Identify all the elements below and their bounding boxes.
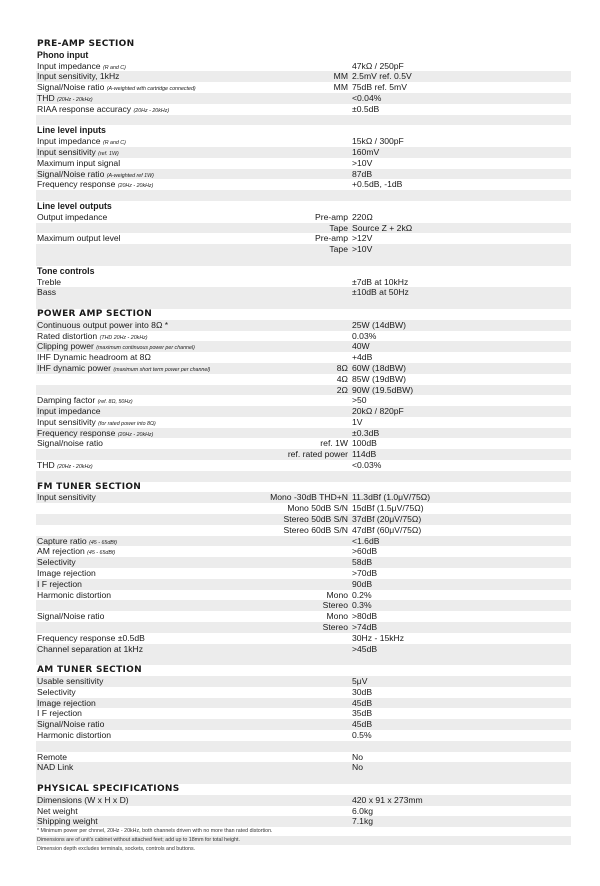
spec-label-text: Input sensitivity, 1kHz [37, 71, 120, 82]
spec-label-text: Output impedance [37, 211, 108, 222]
spec-label-text: Clipping power [37, 341, 94, 352]
spec-value: 15kΩ / 300pF [352, 136, 404, 147]
spec-label [37, 806, 78, 817]
spec-condition: Pre-amp [315, 233, 348, 244]
spacer-row [36, 471, 571, 482]
spec-label-text: Capture ratio [37, 535, 87, 546]
spec-condition: MM [333, 71, 348, 82]
spec-value: 90W (19.5dBW) [352, 384, 414, 395]
spec-label-text: Input sensitivity [37, 146, 96, 157]
spec-label [37, 730, 111, 741]
spacer-row [36, 190, 571, 201]
spec-row [36, 460, 571, 471]
spec-qualifier: (20Hz - 20kHz) [57, 464, 93, 471]
spec-value: 7.1kg [352, 816, 374, 827]
spec-value: +0.5dB, -1dB [352, 179, 403, 190]
spec-label [37, 201, 112, 212]
spec-value: >60dB [352, 546, 378, 557]
spec-condition: ref. 1W [320, 438, 348, 449]
spec-row [36, 611, 571, 622]
spec-row [36, 622, 571, 633]
spec-row [36, 169, 571, 180]
spec-qualifier: (45 - 65dBf) [89, 539, 118, 546]
spec-label [37, 719, 104, 730]
spec-label-text: IHF Dynamic headroom at 8Ω [37, 352, 151, 363]
spec-qualifier: (R and C) [102, 64, 126, 71]
spec-condition: 4Ω [336, 373, 348, 384]
spec-value: No [352, 762, 363, 773]
spec-label-text: PHYSICAL SPECIFICATIONS [37, 783, 180, 794]
spec-label [37, 698, 96, 709]
spec-label-text: Tone controls [37, 265, 95, 276]
spec-label [37, 71, 119, 82]
spec-row [36, 71, 571, 82]
spec-label-text: Image rejection [37, 568, 96, 579]
spec-label-text: Rated distortion [37, 330, 98, 341]
spec-row [36, 449, 571, 460]
spec-value: 11.3dBf (1.0μV/75Ω) [352, 492, 431, 503]
spec-label-text: Frequency response ±0.5dB [37, 632, 145, 643]
spec-condition: 2Ω [336, 384, 348, 395]
spec-condition: Mono -30dB THD+N [270, 492, 348, 503]
spec-value: >50 [352, 395, 367, 406]
spec-value: 75dB ref. 5mV [352, 82, 407, 93]
spec-label-text: I F rejection [37, 708, 82, 719]
spec-row [36, 492, 571, 503]
spec-label [37, 687, 76, 698]
section-heading [36, 784, 571, 795]
spec-label-text: I F rejection [37, 578, 82, 589]
section-heading [36, 665, 571, 676]
spec-row [36, 147, 571, 158]
section-heading [36, 309, 571, 320]
subsection-heading [36, 125, 571, 136]
spec-row [36, 719, 571, 730]
spec-label [37, 644, 143, 655]
spec-value: 100dB [352, 438, 377, 449]
spec-label-text: Signal/noise ratio [37, 438, 103, 449]
spec-value: 30dB [352, 686, 373, 697]
spec-label [37, 406, 101, 417]
spec-row [36, 104, 571, 115]
spec-row [36, 395, 571, 406]
spec-row [36, 730, 571, 741]
spec-qualifier: (A-weighted ref 1W) [106, 172, 154, 179]
spec-label [37, 557, 76, 568]
spec-label-text: Treble [37, 276, 62, 287]
footnote: * Minimum power per chnnel, 20Hz - 20kHz, both channels driven with no more than rated distortion. [37, 828, 273, 834]
spec-label [37, 568, 96, 579]
spec-row [36, 417, 571, 428]
spec-label-text: RIAA response accuracy [37, 103, 132, 114]
spec-label-text: Maximum input signal [37, 157, 121, 168]
spec-row [36, 93, 571, 104]
spec-condition: MM [333, 82, 348, 93]
spec-label [37, 579, 82, 590]
spec-label-text: Dimensions (W x H x D) [37, 794, 129, 805]
spec-value: 114dB [352, 449, 377, 460]
spec-label [37, 50, 88, 61]
spec-label [37, 795, 129, 806]
spec-value: 40W [352, 341, 370, 352]
spec-qualifier: (45 - 65dBf) [87, 550, 116, 557]
spec-label-text: AM rejection [37, 546, 85, 557]
spec-label-text: Frequency response [37, 427, 116, 438]
spec-value: ±0.5dB [352, 103, 380, 114]
spacer-row [36, 298, 571, 309]
spec-value: 30Hz - 15kHz [352, 632, 405, 643]
spec-value: >12V [352, 233, 373, 244]
spec-row [36, 223, 571, 234]
spec-label-text: Signal/Noise ratio [37, 611, 105, 622]
spec-label-text: Continuous output power into 8Ω * [37, 319, 169, 330]
spec-value: >10V [352, 157, 373, 168]
spec-condition: Mono [326, 611, 348, 622]
spec-label [37, 816, 98, 827]
spec-label [37, 590, 111, 601]
footnotes [36, 827, 571, 854]
spec-label-text: Signal/Noise ratio [37, 82, 105, 93]
spec-condition: Stereo 60dB S/N [283, 524, 348, 535]
spec-label [37, 492, 96, 503]
spec-condition: Mono 50dB S/N [287, 503, 348, 514]
spec-row [36, 331, 571, 342]
spec-label [37, 320, 168, 331]
spec-label [37, 233, 121, 244]
subsection-heading [36, 50, 571, 61]
spec-label-text: Remote [37, 751, 68, 762]
spec-row [36, 179, 571, 190]
spec-value: 45dB [352, 719, 373, 730]
spec-label-text: POWER AMP SECTION [37, 308, 153, 319]
spec-label-text: Damping factor [37, 395, 96, 406]
spec-condition: Stereo [322, 622, 348, 633]
spec-label-text: Input impedance [37, 136, 101, 147]
spec-label-text: THD [37, 460, 55, 471]
spec-label-text: NAD Link [37, 762, 74, 773]
spec-qualifier: (R and C) [102, 140, 126, 147]
spec-value: ±0.3dB [352, 427, 380, 438]
spec-label-text: Signal/Noise ratio [37, 719, 105, 730]
spec-label [37, 309, 152, 320]
spec-value: >74dB [352, 622, 378, 633]
spec-row [36, 374, 571, 385]
spec-label [37, 633, 145, 644]
spec-label [37, 752, 67, 763]
spec-condition: Tape [329, 222, 348, 233]
spec-qualifier: (20Hz - 20kHz) [133, 107, 170, 114]
spec-label-text: Selectivity [37, 557, 76, 568]
spec-row [36, 708, 571, 719]
spec-label [37, 39, 134, 50]
spec-value: 6.0kg [352, 805, 374, 816]
spec-label-text: Signal/Noise ratio [37, 168, 105, 179]
spec-value: 420 x 91 x 273mm [352, 794, 423, 805]
spec-value: 2.5mV ref. 0.5V [352, 71, 412, 82]
spec-row [36, 320, 571, 331]
spec-value: 37dBf (20μV/75Ω) [352, 514, 422, 525]
spec-value: 25W (14dBW) [352, 319, 406, 330]
spec-value: 90dB [352, 578, 373, 589]
spec-value: ±7dB at 10kHz [352, 276, 409, 287]
spec-value: 5μV [352, 676, 368, 687]
spec-label-text: IHF dynamic power [37, 362, 112, 373]
spec-row [36, 557, 571, 568]
spec-value: 0.2% [352, 589, 372, 600]
spec-label-text: FM TUNER SECTION [37, 481, 142, 492]
spec-row [36, 795, 571, 806]
spec-value: 160mV [352, 146, 380, 157]
spec-label [37, 266, 95, 277]
spec-value: 0.03% [352, 330, 377, 341]
spec-value: ±10dB at 50Hz [352, 287, 409, 298]
spec-row [36, 676, 571, 687]
spec-row [36, 633, 571, 644]
spec-row [36, 644, 571, 655]
spec-condition: Pre-amp [315, 211, 348, 222]
spec-qualifier: (20Hz - 20kHz) [57, 96, 93, 103]
spec-label [37, 676, 103, 687]
spec-label-text: Harmonic distortion [37, 589, 112, 600]
spec-value: >10V [352, 244, 373, 255]
spec-qualifier: (ref. 8Ω, 50Hz) [97, 399, 133, 406]
spec-qualifier: (ref. 1W) [98, 150, 119, 157]
spec-label [37, 762, 73, 773]
spec-label-text: Net weight [37, 805, 78, 816]
spec-qualifier: (20Hz - 20kHz) [117, 431, 154, 438]
spec-value: 87dB [352, 168, 373, 179]
spec-value: 15dBf (1.5μV/75Ω) [352, 503, 424, 514]
spec-label-text: Input sensitivity [37, 492, 96, 503]
spec-qualifier: (maximum short term power per channel) [113, 366, 211, 373]
spec-row [36, 536, 571, 547]
spec-row [36, 82, 571, 93]
spec-value: 20kΩ / 820pF [352, 406, 404, 417]
spec-row [36, 212, 571, 223]
spacer-row [36, 115, 571, 126]
spec-label-text: PRE-AMP SECTION [37, 39, 135, 49]
spec-qualifier: (THD 20Hz - 20kHz) [99, 334, 148, 341]
spec-row [36, 806, 571, 817]
spec-label-text: Harmonic distortion [37, 730, 112, 740]
spec-row [36, 385, 571, 396]
spec-row [36, 136, 571, 147]
spec-label [37, 352, 151, 363]
subsection-heading [36, 201, 571, 212]
spec-row [36, 363, 571, 374]
spec-label-text: Input impedance [37, 60, 101, 71]
spec-label-text: Line level inputs [37, 125, 106, 136]
spec-value: 47kΩ / 250pF [352, 60, 404, 71]
spec-label-text: Phono input [37, 49, 89, 60]
spec-row [36, 762, 571, 773]
spec-value: <0.03% [352, 460, 382, 471]
spec-row [36, 503, 571, 514]
spec-condition: Stereo 50dB S/N [283, 514, 348, 525]
spec-value: 1V [352, 416, 363, 427]
spec-row [36, 816, 571, 827]
spec-row [36, 406, 571, 417]
subsection-heading [36, 266, 571, 277]
spec-label-text: Usable sensitivity [37, 676, 104, 687]
spec-value: 85W (19dBW) [352, 373, 406, 384]
spec-label-text: Input impedance [37, 406, 101, 417]
spec-label-text: Line level outputs [37, 200, 112, 211]
spec-value: 45dB [352, 697, 373, 708]
spec-label-text: Frequency response [37, 179, 116, 190]
spec-row [36, 546, 571, 557]
spec-row [36, 277, 571, 288]
spec-value: <1.6dB [352, 535, 380, 546]
spec-qualifier: (A-weighted with cartridge connected) [106, 86, 196, 93]
spec-label [37, 438, 103, 449]
section-heading [36, 39, 571, 50]
spec-label-text: Channel separation at 1kHz [37, 643, 144, 654]
spec-label [37, 611, 104, 622]
spec-row [36, 287, 571, 298]
spec-label [37, 708, 82, 719]
spec-row [36, 590, 571, 601]
spec-label [37, 277, 61, 288]
spec-value: 35dB [352, 708, 373, 719]
spec-label-text: THD [37, 92, 55, 103]
spec-qualifier: (for rated power into 8Ω) [98, 420, 156, 427]
spec-label-text: AM TUNER SECTION [37, 665, 142, 676]
spec-label [37, 125, 106, 136]
footnote: Dimensions are of unit's cabinet without attached feet; add up to 18mm for total height. [36, 836, 571, 845]
spec-condition: Tape [329, 244, 348, 255]
spec-label [37, 158, 120, 169]
spec-row [36, 233, 571, 244]
spec-qualifier: (20Hz - 20kHz) [117, 183, 154, 190]
spacer-row [36, 255, 571, 266]
spec-value: 0.3% [352, 600, 372, 611]
spec-label-text: Shipping weight [37, 816, 98, 827]
spec-condition: 8Ω [336, 362, 348, 373]
spacer-row [36, 741, 571, 752]
spacer-row [36, 773, 571, 784]
spec-label-text: Input sensitivity [37, 416, 96, 427]
spec-row [36, 158, 571, 169]
spec-row [36, 244, 571, 255]
spec-label [37, 287, 56, 298]
spec-label [37, 665, 142, 676]
spec-sheet [36, 39, 571, 827]
spec-condition: Stereo [322, 600, 348, 611]
spec-row [36, 698, 571, 709]
spec-value: 58dB [352, 557, 373, 568]
spec-label [37, 784, 180, 795]
spec-qualifier: (maximum continuous power per channel) [96, 345, 195, 352]
spec-value: No [352, 751, 363, 762]
spec-row [36, 352, 571, 363]
spec-row [36, 687, 571, 698]
spec-label [37, 212, 107, 223]
spec-row [36, 341, 571, 352]
spec-label-text: Maximum output level [37, 233, 121, 244]
spec-row [36, 428, 571, 439]
spec-label [37, 482, 141, 493]
spec-row [36, 568, 571, 579]
spacer-row [36, 654, 571, 665]
spec-label-text: Image rejection [37, 697, 96, 708]
spec-value: 220Ω [352, 211, 373, 222]
spec-value: >70dB [352, 568, 378, 579]
spec-value: 0.5% [352, 730, 372, 740]
spec-value: <0.04% [352, 92, 382, 103]
spec-row [36, 61, 571, 72]
spec-value: 47dBf (60μV/75Ω) [352, 524, 422, 535]
spec-row [36, 514, 571, 525]
spec-condition: ref. rated power [287, 449, 348, 460]
spec-value: 60W (18dBW) [352, 362, 406, 373]
spec-label-text: Selectivity [37, 686, 76, 697]
spec-row [36, 752, 571, 763]
spec-condition: Mono [326, 589, 348, 600]
spec-value: >45dB [352, 643, 378, 654]
spec-value: Source Z + 2kΩ [352, 222, 413, 233]
spec-row [36, 579, 571, 590]
footnote: Dimension depth excludes terminals, sockets, controls and buttons. [37, 846, 196, 852]
spec-value: >80dB [352, 611, 378, 622]
spec-row [36, 438, 571, 449]
spec-value: +4dB [352, 352, 373, 363]
spec-label-text: Bass [37, 287, 57, 298]
spec-row [36, 600, 571, 611]
spec-row [36, 525, 571, 536]
section-heading [36, 482, 571, 493]
